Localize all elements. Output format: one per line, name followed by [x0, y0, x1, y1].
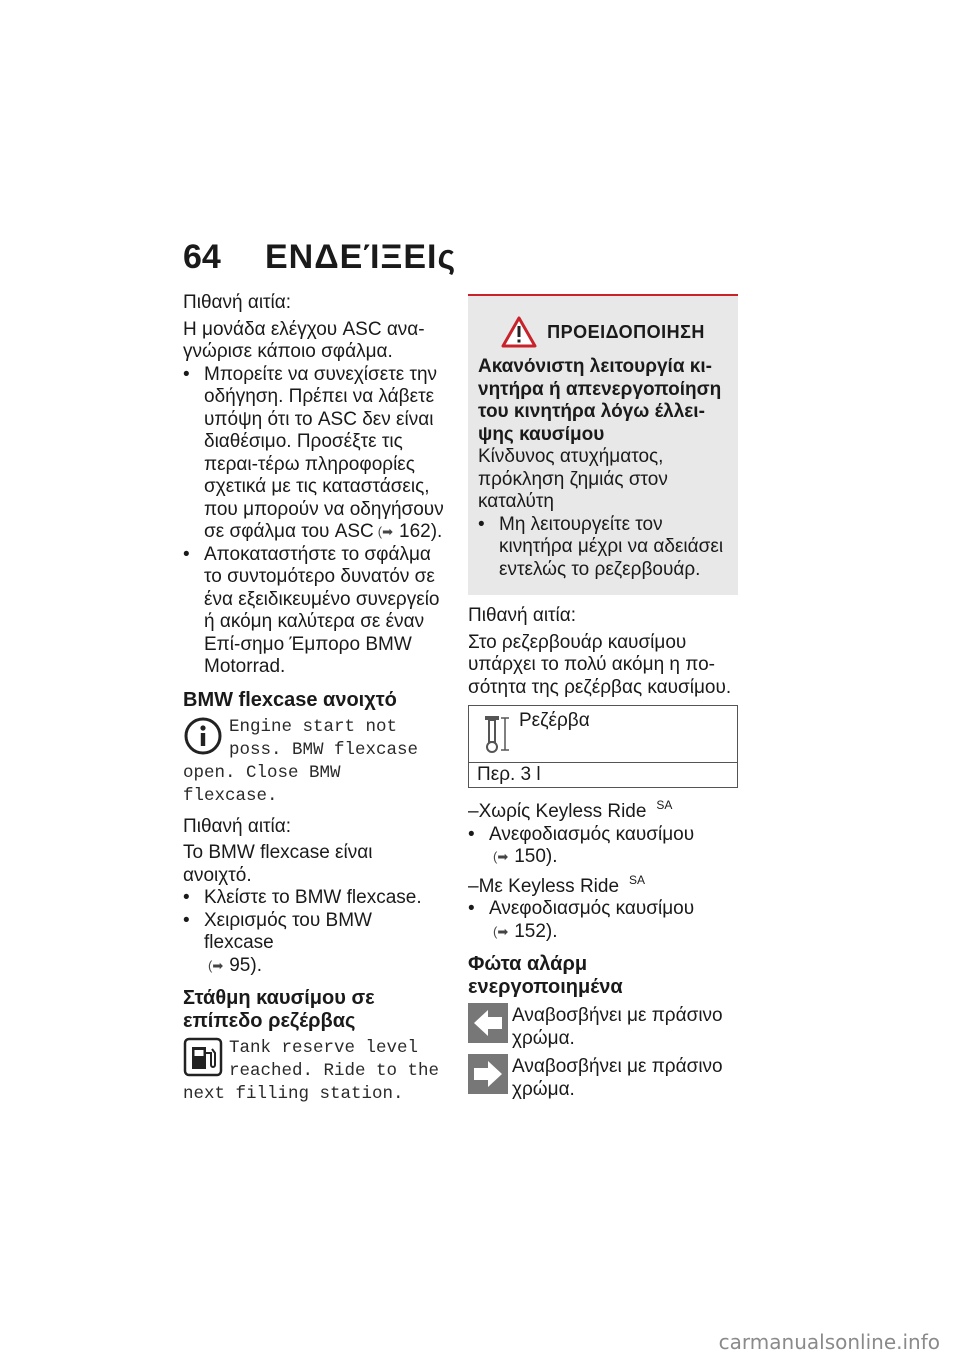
- watermark: carmanualsonline.info: [718, 1330, 940, 1354]
- bullet-text: Χειρισμός του BMW flexcase: [204, 909, 372, 953]
- info-icon: [183, 716, 223, 756]
- warning-box: [468, 294, 738, 595]
- indicator-row: [468, 1003, 738, 1050]
- variant-label: –Χωρίς Keyless Ride: [468, 801, 647, 822]
- page-reference[interactable]: 152).: [514, 920, 558, 942]
- page-title: ΕΝΔΕΊΞΕΙς: [265, 238, 457, 276]
- page-reference[interactable]: 150).: [514, 846, 558, 867]
- warning-triangle-icon: [501, 316, 537, 348]
- warning-text: Κίνδυνος ατυχήματος, πρόκληση ζημιάς στον καταλύτη: [478, 446, 668, 512]
- variant-label: –Με Keyless Ride: [468, 875, 620, 897]
- page-reference[interactable]: 162).: [399, 521, 443, 542]
- bullet-item: [468, 824, 738, 869]
- message-text: Engine start not poss. BMW flexcase open. Close BMW flexcase.: [183, 716, 419, 806]
- bullet-item: [468, 898, 738, 943]
- page-reference[interactable]: 95).: [229, 954, 262, 976]
- right-arrow-icon: [468, 1054, 508, 1094]
- display-message: [183, 716, 445, 808]
- bullet-text: Ανεφοδιασμός καυσίμου: [489, 898, 695, 919]
- warning-title: ΠΡΟΕΙΔΟΠΟΙΗΣΗ: [547, 321, 705, 342]
- cause-label: Πιθανή αιτία:: [183, 815, 292, 837]
- cause-label: Πιθανή αιτία:: [183, 292, 292, 313]
- variant-with-keyless: [468, 869, 738, 899]
- section-heading: Στάθμη καυσίμου σε επίπεδο ρεζέρβας: [183, 987, 375, 1032]
- section-heading: BMW flexcase ανοιχτό: [183, 688, 397, 711]
- indicator-text: Αναβοσβήνει με πράσινο χρώμα.: [512, 1056, 723, 1100]
- indicator-row: [468, 1054, 738, 1101]
- left-column: [183, 292, 445, 1106]
- reference-arrow-icon: (➡: [493, 923, 509, 939]
- variant-without-keyless: [468, 794, 738, 824]
- reference-arrow-icon: (➡: [208, 957, 224, 973]
- bullet-item: [183, 910, 445, 978]
- page-header: [183, 238, 743, 288]
- cause-text: Στο ρεζερβουάρ καυσίμου υπάρχει το πολύ ακόμη η πο-σότητα της ρεζέρβας καυσίμου.: [468, 631, 732, 698]
- sa-badge: SA: [629, 872, 646, 887]
- bullet-item: [183, 364, 445, 544]
- bullet-item: [183, 887, 445, 910]
- spec-value: Περ. 3 l: [477, 764, 541, 785]
- bullet-item: [183, 544, 445, 679]
- reference-arrow-icon: (➡: [377, 524, 393, 539]
- bullet-text: Κλείστε το BMW flexcase.: [204, 887, 422, 908]
- warning-header: [478, 316, 728, 348]
- cause-text: Το BMW flexcase είναι ανοιχτό.: [183, 842, 373, 886]
- reference-arrow-icon: (➡: [493, 849, 509, 864]
- reserve-spec-table: [468, 705, 738, 788]
- message-text: Tank reserve level reached. Ride to the next filling station.: [183, 1038, 440, 1104]
- spec-label-cell: [469, 706, 737, 763]
- bullet-text: Μη λειτουργείτε τον κινητήρα μέχρι να αδειάσει εντελώς το ρεζερβουάρ.: [499, 513, 724, 580]
- fuel-pump-icon: [183, 1037, 223, 1077]
- section-heading: Φώτα αλάρμ ενεργοποιημένα: [468, 953, 623, 998]
- indicator-text: Αναβοσβήνει με πράσινο χρώμα.: [512, 1005, 723, 1049]
- cause-label: Πιθανή αιτία:: [468, 605, 577, 626]
- right-column: [468, 294, 738, 1105]
- bullet-item: [478, 514, 728, 582]
- asc-text: Η μονάδα ελέγχου ASC ανα-γνώρισε κάποιο σφάλμα.: [183, 318, 425, 362]
- spec-label: Ρεζέρβα: [519, 710, 590, 731]
- display-message: [183, 1037, 445, 1106]
- fuel-gauge-icon: [479, 712, 515, 756]
- bullet-text: Μπορείτε να συνεχίσετε την οδήγηση. Πρέπει να λάβετε υπόψη ότι το ASC δεν είναι διαθέσιμο. Προσέξτε τις περαι-τέρω πληροφορίες σχετικά με τις καταστάσεις, που μπορούν να οδηγήσουν σε σφάλμα του ASC: [204, 363, 444, 542]
- page-number: 64: [183, 238, 221, 276]
- left-arrow-icon: [468, 1003, 508, 1043]
- sa-badge: SA: [656, 798, 673, 812]
- bullet-text: Ανεφοδιασμός καυσίμου: [489, 823, 695, 845]
- warning-heading: Ακανόνιστη λειτουργία κι-νητήρα ή απενεργοποίηση του κινητήρα λόγω έλλει-ψης καυσίμου: [478, 356, 722, 445]
- bullet-text: Αποκαταστήστε το σφάλμα το συντομότερο δυνατόν σε ένα εξειδικευμένο συνεργείο ή ακόμη καλύτερα σε έναν Επί-σημο Έμπορο BMW Motorrad.: [204, 543, 440, 677]
